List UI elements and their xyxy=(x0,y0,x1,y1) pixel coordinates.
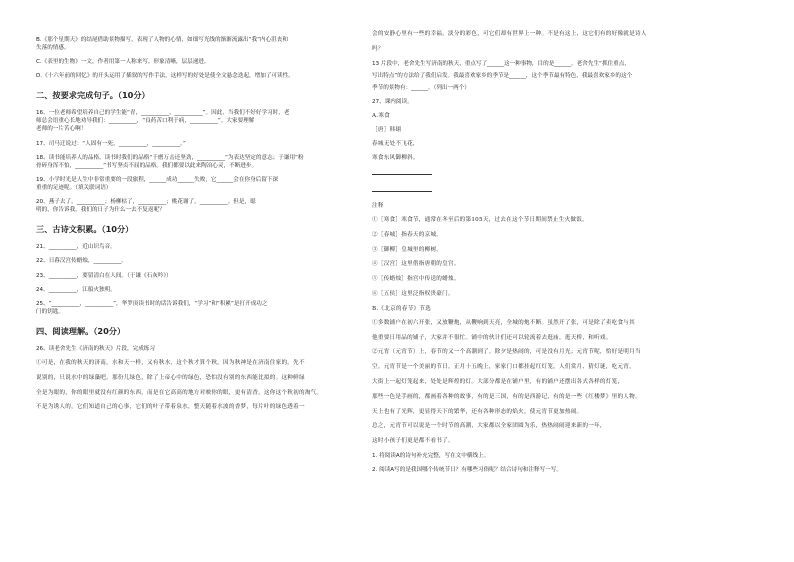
question-20: 20、燕子去了，__________；杨柳枯了，__________；桃花谢了，__________。但是，聪 明的，你告诉我，我们的日子为什么一去不复返呢？ xyxy=(36,199,256,214)
notes-title: 注释 xyxy=(372,202,384,209)
question-24: 24、__________，江船火独明。 xyxy=(36,286,116,293)
poem-blank-1[interactable] xyxy=(372,168,432,175)
poem-a-title: A.寒食 xyxy=(372,112,391,119)
passage-continuation: 会的安静心里有一些的幸福，淡分的彩色，可它们却有世界上一种。不是有这上，这它们有的好像就是诗人 吗？ xyxy=(372,31,647,52)
question-23: 23、__________，要留清白在人间。（于谦《石灰吟》） xyxy=(36,272,172,279)
question-13: 13 片段中，老舍先生写济南的秋天，重点写了______这一种事物，目的是______。老舍先生“抓住重点， 写出特点”的方法给了我们启发。我最喜欢家乡的季节是______，这个季节最有特色，我最喜欢家乡的这个 季节的景物有：______。（列出一两个） xyxy=(372,60,633,91)
poem-blanks xyxy=(372,168,717,192)
question-16: 16、一位老师希望培养自己的学生能“青，__________，__________”。因此，当我们不好好学习时，老 师总会语重心长地劝导我们：__________，“良药苦口利于病，__________”。大家要理解 老师的一片苦心啊！ xyxy=(36,110,290,133)
option-d: D.《十六年前的回忆》的开头运用了插叙的写作手法，这样写的好处是使全文悬念迭起，增加了可读性。 xyxy=(36,73,294,80)
question-21: 21、__________，近山识鸟音。 xyxy=(36,244,116,251)
reading-passage: ①可是，在我的秋天的济南，水和天一样，又有秋水，这个秋才算个秋，因为秋神是在济南住家的。先不 说别的，只说水中的绿藻吧。那份儿绿色，除了上帝心中的绿色，恐怕没有别的东西能比拟的。这种鲜绿 全是为眼的，你的眼里就没有红颜的东西，而是在它高高的地方对映你的眼，更有清香，这你这个秋初的淘气。 不是为诱人的，它们知道自己的心事，它们的叶子带着泉水，整天随着水波的香梦，每片叶的绿色透着一 xyxy=(36,360,323,411)
question-18: 18、读书能培养人的品格。读书时我们的品格“千磨万击还坚劲，__________”为表达坚定的意志；于谦用“粉 骨碎身浑不怕，__________”书写坚贞不屈的品格。我们都要以此来陶冶心灵，不断进步。 xyxy=(36,154,304,169)
passage-b: ①多数铺户在初六开张，又放鞭炮，从鞭响到天亮，全城的炮不断。虽然开了张，可是除了卖吃食与其 他重要日用品的铺子，大家并不很忙。铺中的伙计们还可以轮流着去逛庙，逛天桥，和听戏。 ②元宵（元宵节）上，春节的又一个高潮到了。除夕是热闹的，可是没有月光；元宵节呢，恰好是明月当 空。元宵节是一个美丽的节日。正月十五晚上，家家门口都挂起红灯笼，人们赏月、猜灯谜，吃元宵， 大街上一起灯笼起来，处处是辉煌的灯。大部分都是在铺户里，有的铺户还摆出各式各样的灯笼， 那些一色是手画的，都画着各种的故事，有的是三国，有的是西游记，有的是一些《红楼梦》里的人物。 天上也有了光辉，更显得天下的繁华，还有各种形态的焰火，使元宵节更加热闹。 总之，元宵节可以说是一个时节的高潮，大家都以全家团圆为乐，热热闹闹迎来新的一年， 这时小孩子们更是都不看书了。 xyxy=(372,319,641,445)
top-options xyxy=(36,36,381,80)
question-26-intro: 26、读老舍先生《济南的秋天》片段，完成练习 xyxy=(36,345,155,352)
sub-question-1: 1. 将阅读A的诗句补充完整，写在文中横线上。 xyxy=(372,452,490,459)
passage-b-title: B.《北京的春节》节选 xyxy=(372,305,431,312)
section-2-title: 二、按要求完成句子。（10分） xyxy=(36,90,150,101)
poem-author: ［唐］韩翃 xyxy=(372,126,402,133)
question-19: 19、小学时光是人生中非常重要的一段旅程，______成功______失败，它______会在你身后留下深 重重的足迹呢。（填关联词语） xyxy=(36,176,279,191)
sub-question-2: 2. 阅读A写的是我国哪个传统节日？有哪些习俗呢？结合诗句和注释写一写。 xyxy=(372,467,562,474)
question-27: 27、课内阅读。 xyxy=(372,98,413,105)
poem-line-1: 春城无处不飞花， xyxy=(372,140,419,147)
option-c: C.《表里的生物》一文，作者用第一人称来写，形象清晰，层层递进。 xyxy=(36,59,210,66)
question-22: 22、日暮汉宫传蜡烛，__________。 xyxy=(36,258,128,265)
section-3-title: 三、古诗文积累。（10分） xyxy=(36,224,134,235)
option-b: B.《那个星期天》的结尾借助景物描写，表现了人物的心情，如细写光线的渐渐流露出“我”内心沮丧和 失落的情感。 xyxy=(36,37,288,51)
section-4-title: 四、阅读理解。（20分） xyxy=(36,325,126,336)
left-column xyxy=(36,36,381,418)
notes-list: ①［寒食］寒食节，通常在冬至后的第105天，过去在这个节日期间禁止生火做饭。 ②［春城］指春天的京城。 ③［御柳］皇城里的柳树。 ④［汉宫］这里借指唐朝的皇宫。 ⑤［传蜡烛］指宫中传送的蜡烛。 ⑥［五侯］这里泛指权贵豪门。 xyxy=(372,216,588,297)
question-25: 25、“__________，__________”，华罗庚读书时的话告诉我们，“学习”和“积累”是打开成功之 门的钥匙。 xyxy=(36,300,268,315)
section-3-items xyxy=(36,243,381,316)
right-column xyxy=(372,30,717,480)
poem-blank-2[interactable] xyxy=(372,185,432,192)
section-2-items xyxy=(36,109,381,214)
question-17: 17、司马迁说过：“人固有一死，__________，__________。” xyxy=(36,140,186,147)
poem-line-2: 寒食东风御柳斜。 xyxy=(372,154,419,161)
